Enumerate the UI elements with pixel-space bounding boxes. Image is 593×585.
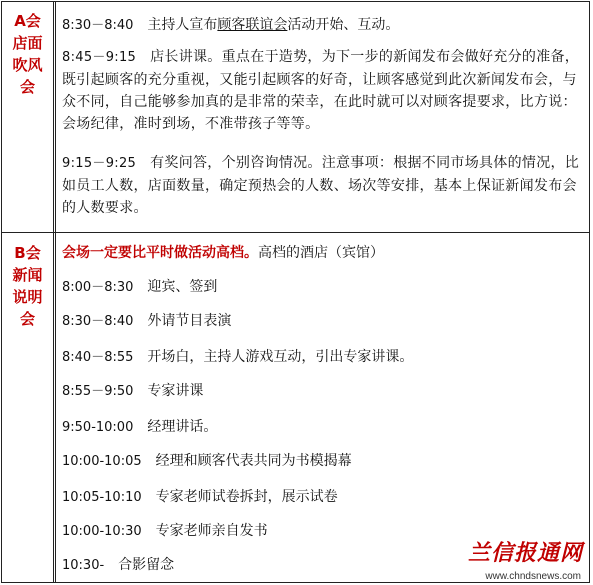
watermark-url: www.chndsnews.com <box>485 571 581 582</box>
item-time: 9:15－9:25 <box>62 156 137 171</box>
schedule-row <box>62 380 203 400</box>
schedule-row <box>62 416 217 436</box>
item-text: 专家老师试卷拆封，展示试卷 <box>155 489 338 505</box>
section-b-label-line: B会 <box>14 244 41 262</box>
item-text: 外请节目表演 <box>147 313 232 329</box>
section-b-label <box>2 242 53 330</box>
schedule-row <box>62 520 268 540</box>
section-a-item-2 <box>62 46 584 135</box>
section-a-label-line: 会 <box>19 78 35 96</box>
item-text: 活动开始、互动。 <box>287 17 400 33</box>
watermark-logo: 兰信报通网 <box>467 540 583 566</box>
item-time: 8:30－8:40 <box>62 18 134 33</box>
section-b-label-line: 说明 <box>12 288 43 306</box>
item-time: 10:00-10:30 <box>62 524 142 539</box>
section-a-label-line: A会 <box>14 12 41 30</box>
item-time: 8:45－9:15 <box>62 50 137 65</box>
item-time: 8:30－8:40 <box>62 314 134 329</box>
section-a-item-1 <box>62 14 399 34</box>
section-a-item-3 <box>62 152 584 219</box>
section-b-intro <box>62 242 384 262</box>
item-text: 专家老师亲自发书 <box>155 523 268 539</box>
item-time: 8:55－9:50 <box>62 384 134 399</box>
item-time: 10:05-10:10 <box>62 490 142 505</box>
item-time: 8:00－8:30 <box>62 280 134 295</box>
item-time: 9:50-10:00 <box>62 420 134 435</box>
schedule-row <box>62 310 231 330</box>
schedule-row <box>62 346 413 366</box>
column-divider-inner <box>55 2 56 582</box>
schedule-row <box>62 450 352 470</box>
item-text: 主持人宣布 <box>147 17 218 33</box>
section-a-label-line: 吹风 <box>12 56 43 74</box>
schedule-row <box>62 276 217 296</box>
schedule-table <box>1 1 590 583</box>
column-divider <box>53 2 54 582</box>
item-time: 10:00-10:05 <box>62 454 142 469</box>
item-time: 8:40－8:55 <box>62 350 134 365</box>
item-text: 经理讲话。 <box>147 419 218 435</box>
item-text: 迎宾、签到 <box>147 279 218 295</box>
section-b-label-line: 会 <box>19 310 35 328</box>
schedule-row <box>62 486 338 506</box>
intro-text: 高档的酒店（宾馆） <box>258 245 384 261</box>
section-a-label <box>2 10 53 98</box>
row-divider <box>2 232 589 233</box>
item-text: 店长讲课。重点在于造势，为下一步的新闻发布会做好充分的准备，既引起顾客的充分重视，又能引起顾客的好奇，让顾客感觉到此次新闻发布会，与众不同，自己能够参加真的是非常的荣幸，在此时就可以对顾客提要求，比方说：会场纪律，准时到场，不准带孩子等等。 <box>62 49 580 132</box>
item-text: 合影留念 <box>118 557 175 573</box>
section-b-label-line: 新闻 <box>12 266 43 284</box>
item-text: 开场白，主持人游戏互动，引出专家讲课。 <box>147 349 414 365</box>
item-text: 经理和顾客代表共同为书模揭幕 <box>155 453 352 469</box>
item-text: 专家讲课 <box>147 383 204 399</box>
event-name-underlined: 顾客联谊会 <box>217 17 288 33</box>
section-a-label-line: 店面 <box>12 34 43 52</box>
item-time: 10:30- <box>62 558 105 573</box>
item-text: 有奖问答，个别咨询情况。注意事项：根据不同市场具体的情况，比如员工人数，店面数量，确定预热会的人数、场次等安排，基本上保证新闻发布会的人数要求。 <box>62 155 580 216</box>
schedule-row <box>62 554 174 574</box>
intro-emphasis: 会场一定要比平时做活动高档。 <box>62 245 258 261</box>
